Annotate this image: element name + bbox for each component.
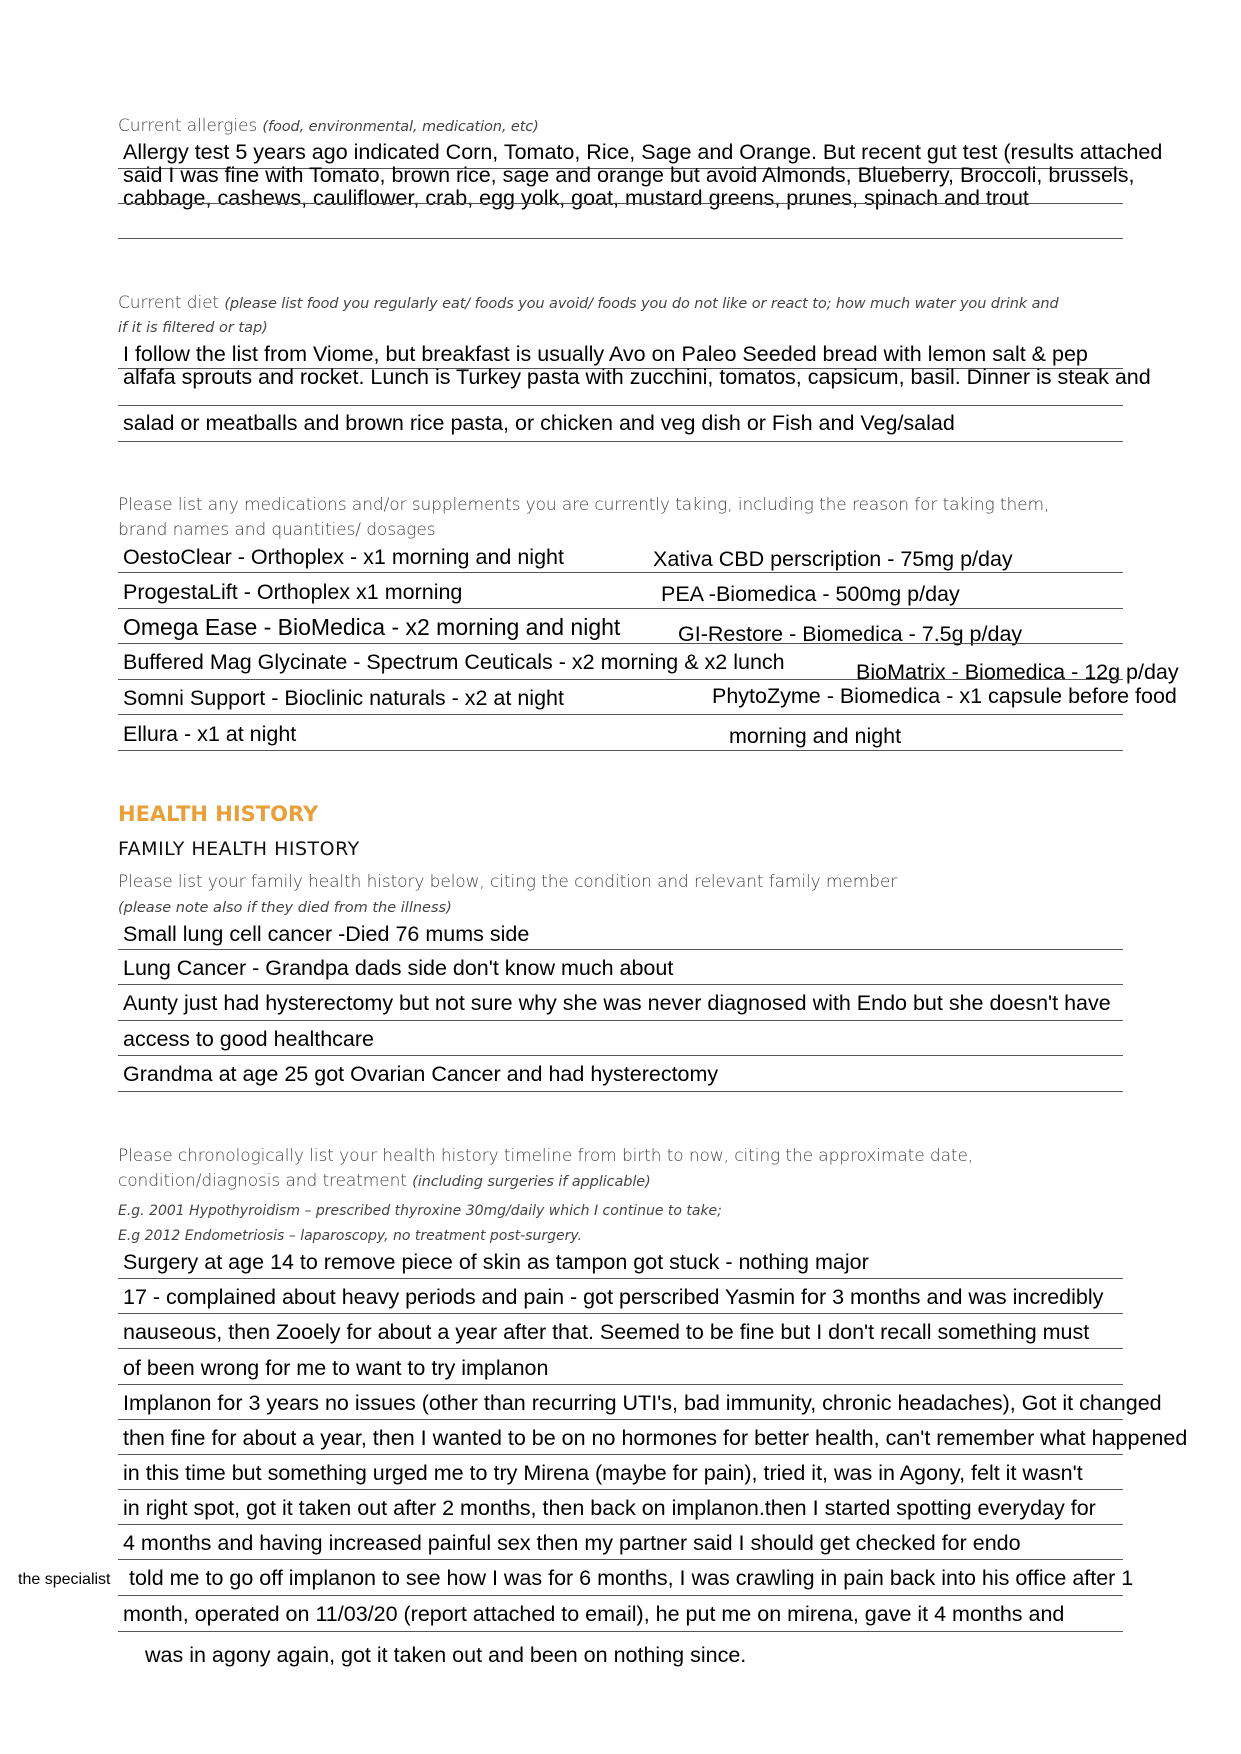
family-history-line-4[interactable]: access to good healthcare xyxy=(123,1027,374,1051)
family-history-line-3[interactable]: Aunty just had hysterectomy but not sure why she was never diagnosed with Endo but she doesn't have xyxy=(123,991,1111,1015)
family-health-history-heading: FAMILY HEALTH HISTORY xyxy=(118,838,360,860)
answer-rule xyxy=(118,572,1123,573)
family-history-label: Please list your family health history below, citing the condition and relevant family member xyxy=(118,872,898,892)
answer-rule xyxy=(118,238,1123,239)
answer-rule xyxy=(118,1595,1123,1596)
timeline-label-1: Please chronologically list your health history timeline from birth to now, citing the approximate date, xyxy=(118,1146,974,1166)
timeline-line-5[interactable]: Implanon for 3 years no issues (other than recurring UTI's, bad immunity, chronic headaches), Got it changed xyxy=(123,1391,1162,1415)
medication-right-2[interactable]: PEA -Biomedica - 500mg p/day xyxy=(661,582,960,606)
family-history-label-note: (please note also if they died from the illness) xyxy=(118,900,452,916)
diet-answer-line-2[interactable]: alfafa sprouts and rocket. Lunch is Turkey pasta with zucchini, tomatos, capsicum, basil. Dinner is steak and xyxy=(123,365,1151,389)
answer-rule xyxy=(118,1278,1123,1279)
timeline-margin-note[interactable]: the specialist xyxy=(18,1571,111,1588)
timeline-line-10[interactable]: told me to go off implanon to see how I was for 6 months, I was crawling in pain back into his office after 1 xyxy=(129,1566,1134,1590)
diet-answer-line-3[interactable]: salad or meatballs and brown rice pasta, or chicken and veg dish or Fish and Veg/salad xyxy=(123,411,955,435)
answer-rule xyxy=(118,1020,1123,1021)
timeline-line-7[interactable]: in this time but something urged me to try Mirena (maybe for pain), tried it, was in Agony, felt it wasn't xyxy=(123,1461,1083,1485)
medication-left-3[interactable]: Omega Ease - BioMedica - x2 morning and night xyxy=(123,614,621,640)
medication-left-4[interactable]: Buffered Mag Glycinate - Spectrum Ceuticals - x2 morning & x2 lunch xyxy=(123,650,785,674)
answer-rule xyxy=(118,1313,1123,1314)
answer-rule xyxy=(118,949,1123,950)
answer-rule xyxy=(118,750,1123,751)
timeline-line-6[interactable]: then fine for about a year, then I wanted to be on no hormones for better health, can't remember what happened xyxy=(123,1426,1188,1450)
timeline-line-12[interactable]: was in agony again, got it taken out and been on nothing since. xyxy=(145,1643,747,1667)
medication-left-1[interactable]: OestoClear - Orthoplex - x1 morning and night xyxy=(123,545,564,569)
answer-rule xyxy=(118,1454,1123,1455)
family-history-line-5[interactable]: Grandma at age 25 got Ovarian Cancer and had hysterectomy xyxy=(123,1062,719,1086)
answer-rule xyxy=(118,1419,1123,1420)
answer-rule xyxy=(118,405,1123,406)
medication-right-3[interactable]: GI-Restore - Biomedica - 7.5g p/day xyxy=(678,622,1023,646)
medication-right-6[interactable]: morning and night xyxy=(729,724,902,748)
allergies-answer-line-3[interactable]: cabbage, cashews, cauliflower, crab, egg yolk, goat, mustard greens, prunes, spinach and trout xyxy=(123,186,1029,210)
answer-rule xyxy=(118,1348,1123,1349)
answer-rule xyxy=(118,1631,1123,1632)
timeline-label-2 xyxy=(118,1171,651,1191)
diet-label xyxy=(118,293,1059,313)
answer-rule xyxy=(118,714,1123,715)
timeline-line-3[interactable]: nauseous, then Zooely for about a year after that. Seemed to be fine but I don't recall something must xyxy=(123,1320,1090,1344)
timeline-line-2[interactable]: 17 - complained about heavy periods and pain - got perscribed Yasmin for 3 months and was incredibly xyxy=(123,1285,1104,1309)
medication-left-6[interactable]: Ellura - x1 at night xyxy=(123,722,297,746)
medications-label-1: Please list any medications and/or supplements you are currently taking, including the reason for taking them, xyxy=(118,495,1050,515)
allergies-label xyxy=(118,116,539,136)
allergies-answer-line-2[interactable]: said I was fine with Tomato, brown rice, sage and orange but avoid Almonds, Blueberry, Broccoli, brussels, xyxy=(123,163,1135,187)
diet-answer-line-1[interactable]: I follow the list from Viome, but breakfast is usually Avo on Paleo Seeded bread with lemon salt & pep xyxy=(123,342,1088,366)
answer-rule xyxy=(118,1524,1123,1525)
answer-rule xyxy=(118,1384,1123,1385)
timeline-line-9[interactable]: 4 months and having increased painful sex then my partner said I should get checked for endo xyxy=(123,1531,1021,1555)
answer-rule xyxy=(118,1055,1123,1056)
allergies-answer-line-1[interactable]: Allergy test 5 years ago indicated Corn, Tomato, Rice, Sage and Orange. But recent gut test (results attached xyxy=(123,140,1163,164)
medication-right-1[interactable]: Xativa CBD perscription - 75mg p/day xyxy=(653,547,1013,571)
medication-right-4[interactable]: BioMatrix - Biomedica - 12g p/day xyxy=(856,660,1179,684)
answer-rule xyxy=(118,643,1123,644)
allergies-label-text: Current allergies xyxy=(118,116,258,136)
medication-left-5[interactable]: Somni Support - Bioclinic naturals - x2 at night xyxy=(123,686,564,710)
medication-right-5[interactable]: PhytoZyme - Biomedica - x1 capsule before food xyxy=(712,684,1177,708)
answer-rule xyxy=(118,1489,1123,1490)
timeline-line-8[interactable]: in right spot, got it taken out after 2 months, then back on implanon.then I started spotting everyday for xyxy=(123,1496,1096,1520)
answer-rule xyxy=(118,441,1123,442)
medications-label-2: brand names and quantities/ dosages xyxy=(118,520,436,540)
timeline-label-2-text: condition/diagnosis and treatment xyxy=(118,1171,407,1191)
health-history-heading: HEALTH HISTORY xyxy=(118,802,319,826)
answer-rule xyxy=(118,1091,1123,1092)
timeline-example-1: E.g. 2001 Hypothyroidism – prescribed thyroxine 30mg/daily which I continue to take; xyxy=(118,1203,722,1219)
diet-label-note: (please list food you regularly eat/ foods you avoid/ foods you do not like or react to; how much water you drink and xyxy=(224,296,1059,312)
answer-rule xyxy=(118,1559,1123,1560)
timeline-line-11[interactable]: month, operated on 11/03/20 (report attached to email), he put me on mirena, gave it 4 months and xyxy=(123,1602,1065,1626)
diet-label-text: Current diet xyxy=(118,293,219,313)
allergies-label-note: (food, environmental, medication, etc) xyxy=(262,119,539,135)
diet-label-note-2: if it is filtered or tap) xyxy=(118,320,268,336)
timeline-label-2-note: (including surgeries if applicable) xyxy=(412,1174,651,1190)
medication-left-2[interactable]: ProgestaLift - Orthoplex x1 morning xyxy=(123,580,463,604)
answer-rule xyxy=(118,679,1123,680)
timeline-line-1[interactable]: Surgery at age 14 to remove piece of skin as tampon got stuck - nothing major xyxy=(123,1250,869,1274)
timeline-example-2: E.g 2012 Endometriosis – laparoscopy, no treatment post-surgery. xyxy=(118,1228,583,1244)
answer-rule xyxy=(118,984,1123,985)
timeline-line-4[interactable]: of been wrong for me to want to try implanon xyxy=(123,1356,549,1380)
family-history-line-2[interactable]: Lung Cancer - Grandpa dads side don't know much about xyxy=(123,956,674,980)
family-history-line-1[interactable]: Small lung cell cancer -Died 76 mums side xyxy=(123,922,530,946)
answer-rule xyxy=(118,608,1123,609)
answer-rule xyxy=(118,203,1123,204)
